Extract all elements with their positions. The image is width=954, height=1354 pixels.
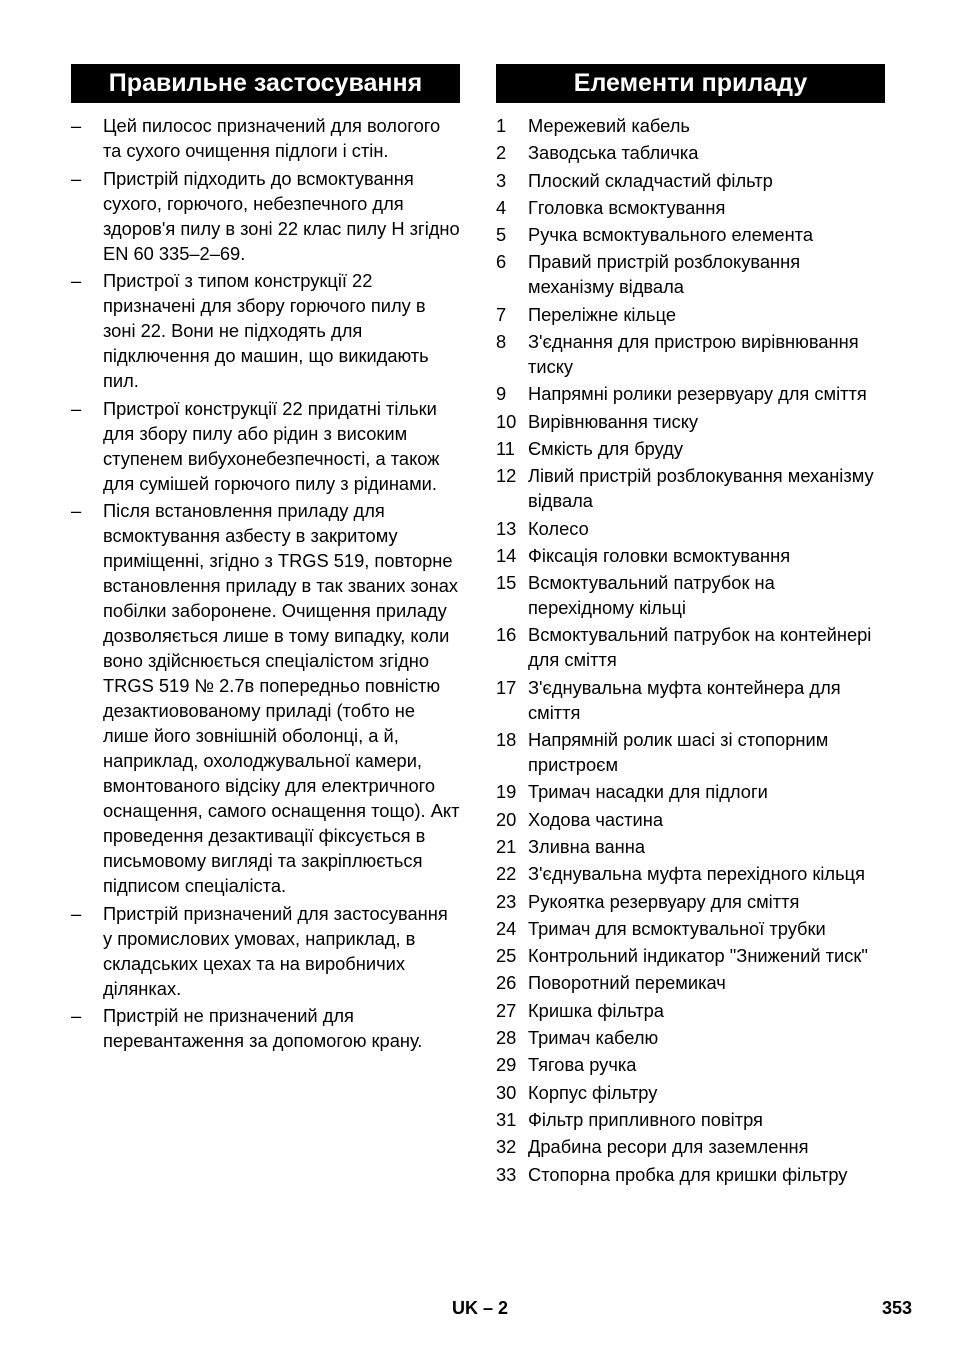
part-label: Тримач насадки для підлоги xyxy=(528,781,768,803)
part-label: Стопорна пробка для кришки фільтру xyxy=(528,1163,848,1185)
dash-bullet: – xyxy=(71,902,82,924)
part-label: Ручка всмоктувального елемента xyxy=(528,224,814,246)
list-item-text: Цей пилосос призначений для вологого та сухого очищення підлоги і стін. xyxy=(103,115,441,161)
part-label: Тягова ручка xyxy=(528,1054,637,1076)
part-number: 3 xyxy=(496,169,507,191)
part-number: 10 xyxy=(496,410,517,432)
part-number: 22 xyxy=(496,863,517,885)
list-item-text: Пристрої конструкції 22 придатні тільки для збору пилу або рідин з високим ступенем вибухонебезпечності, а також для сумішей горючого пилу з рідинами. xyxy=(103,397,440,494)
part-item xyxy=(496,861,885,886)
proper-use-heading: Правильне застосування xyxy=(71,64,460,103)
part-number: 8 xyxy=(496,331,507,353)
part-item xyxy=(496,329,885,379)
part-number: 20 xyxy=(496,808,517,830)
part-number: 2 xyxy=(496,142,507,164)
part-item xyxy=(496,889,885,914)
part-item xyxy=(496,916,885,941)
part-number: 24 xyxy=(496,917,517,939)
part-label: Гголовка всмоктування xyxy=(528,196,726,218)
part-number: 18 xyxy=(496,729,517,751)
proper-use-list xyxy=(71,113,460,1053)
part-number: 11 xyxy=(496,437,515,459)
part-label: Плоский складчастий фільтр xyxy=(528,169,773,191)
part-label: Фіксація головки всмоктування xyxy=(528,544,791,566)
part-label: З'єднання для пристрою вирівнювання тиску xyxy=(528,331,859,378)
part-label: Тримач для всмоктувальної трубки xyxy=(528,917,826,939)
part-number: 32 xyxy=(496,1136,517,1158)
list-item-text: Пристрої з типом конструкції 22 призначені для збору горючого пилу в зоні 22. Вони не підходять для підключення до машин, що викидають пил. xyxy=(103,270,429,391)
part-label: Драбина ресори для заземлення xyxy=(528,1136,809,1158)
part-item xyxy=(496,1162,885,1187)
part-item xyxy=(496,1107,885,1132)
part-item xyxy=(496,222,885,247)
part-label: Зливна ванна xyxy=(528,835,646,857)
part-label: Заводська табличка xyxy=(528,142,699,164)
part-item xyxy=(496,113,885,138)
dash-bullet: – xyxy=(71,500,82,521)
list-item xyxy=(71,113,460,163)
list-item xyxy=(71,396,460,496)
part-label: Напрямній ролик шасі зі стопорним пристроєм xyxy=(528,729,829,776)
part-item xyxy=(496,675,885,725)
part-number: 25 xyxy=(496,945,517,967)
part-number: 29 xyxy=(496,1054,517,1076)
list-item xyxy=(71,498,460,898)
part-number: 7 xyxy=(496,303,507,325)
part-label: Ходова частина xyxy=(528,808,664,830)
part-item xyxy=(496,727,885,777)
part-label: Рукоятка резервуару для сміття xyxy=(528,890,800,912)
list-item xyxy=(71,268,460,393)
part-number: 17 xyxy=(496,676,517,698)
parts-list xyxy=(496,113,885,1187)
part-number: 1 xyxy=(496,115,507,136)
part-label: Тримач кабелю xyxy=(528,1027,659,1049)
part-label: Вирівнювання тиску xyxy=(528,410,699,432)
dash-bullet: – xyxy=(71,270,82,291)
part-number: 30 xyxy=(496,1081,517,1103)
part-item xyxy=(496,381,885,406)
part-label: Поворотний перемикач xyxy=(528,972,726,994)
dash-bullet: – xyxy=(71,167,82,189)
dash-bullet: – xyxy=(71,115,82,136)
part-number: 28 xyxy=(496,1027,517,1049)
part-number: 14 xyxy=(496,544,517,566)
list-item-text: Після встановлення приладу для всмоктування азбесту в закритому приміщенні, згідно з TRGS 519, повторне встановлення приладу в так званих зонах побілки заборонене. Очищення приладу дозволяється лише в тому випадку, коли воно здійснюється спеціалістом згідно TRGS 519 № 2.7в попередньо повністю дезактиовованому приладі (тобто не лише його зовнішній оболонці, а й, наприклад, охолоджувальної камери, вмонтованого відсіку для електричного оснащення, самого оснащення тощо). Акт проведення дезактивації фіксується в письмовому вигляді та закріплюється підписом спеціаліста. xyxy=(103,500,460,896)
part-label: Всмоктувальний патрубок на контейнері для сміття xyxy=(528,624,872,671)
part-item xyxy=(496,436,885,461)
part-label: Лівий пристрій розблокування механізму відвала xyxy=(528,465,874,512)
part-item xyxy=(496,834,885,859)
part-label: Ємкість для бруду xyxy=(528,437,683,459)
part-number: 6 xyxy=(496,251,507,273)
part-label: З'єднувальна муфта перехідного кільця xyxy=(528,863,865,885)
part-item xyxy=(496,249,885,299)
footer-label: UK – 2 xyxy=(451,1298,509,1318)
part-item xyxy=(496,779,885,804)
part-item xyxy=(496,195,885,220)
part-label: Правий пристрій розблокування механізму відвала xyxy=(528,251,801,298)
list-item xyxy=(71,166,460,266)
list-item-text: Пристрій призначений для застосування у промислових умовах, наприклад, в складських цехах та на виробничих ділянках. xyxy=(103,902,448,999)
list-item-text: Пристрій не призначений для перевантаження за допомогою крану. xyxy=(103,1005,423,1051)
part-label: Колесо xyxy=(528,517,589,539)
part-number: 23 xyxy=(496,890,517,912)
part-label: Фільтр припливного повітря xyxy=(528,1108,763,1130)
proper-use-section xyxy=(71,64,460,1056)
part-item xyxy=(496,970,885,995)
part-label: Мережевий кабель xyxy=(528,115,690,136)
part-label: Напрямні ролики резервуару для сміття xyxy=(528,383,867,405)
part-number: 5 xyxy=(496,224,507,246)
part-number: 21 xyxy=(496,835,517,857)
part-number: 13 xyxy=(496,517,517,539)
list-item xyxy=(71,1003,460,1053)
part-number: 9 xyxy=(496,383,507,405)
part-number: 4 xyxy=(496,196,507,218)
part-label: Переліжне кільце xyxy=(528,303,677,325)
list-item-text: Пристрій підходить до всмоктування сухого, горючого, небезпечного для здоров'я пилу в зоні 22 клас пилу H згідно EN 60 335–2–69. xyxy=(103,167,460,264)
part-item xyxy=(496,516,885,541)
part-item xyxy=(496,943,885,968)
part-item xyxy=(496,1080,885,1105)
part-number: 31 xyxy=(496,1108,517,1130)
part-label: Контрольний індикатор "Знижений тиск" xyxy=(528,945,868,967)
part-number: 16 xyxy=(496,624,517,646)
dash-bullet: – xyxy=(71,1005,82,1026)
part-number: 33 xyxy=(496,1163,517,1185)
part-item xyxy=(496,463,885,513)
part-number: 12 xyxy=(496,465,517,487)
dash-bullet: – xyxy=(71,397,82,419)
part-label: Корпус фільтру xyxy=(528,1081,658,1103)
device-elements-heading: Елементи приладу xyxy=(496,64,885,103)
part-item xyxy=(496,302,885,327)
part-number: 15 xyxy=(496,572,517,594)
part-item xyxy=(496,998,885,1023)
part-label: Всмоктувальний патрубок на перехідному кільці xyxy=(528,572,775,619)
part-item xyxy=(496,543,885,568)
part-number: 26 xyxy=(496,972,517,994)
part-number: 19 xyxy=(496,781,517,803)
part-number: 27 xyxy=(496,999,517,1021)
part-item xyxy=(496,140,885,165)
device-elements-section xyxy=(496,64,885,1189)
part-item xyxy=(496,409,885,434)
part-item xyxy=(496,570,885,620)
part-label: З'єднувальна муфта контейнера для сміття xyxy=(528,676,841,723)
part-item xyxy=(496,622,885,672)
part-item xyxy=(496,168,885,193)
list-item xyxy=(71,901,460,1001)
part-item xyxy=(496,1052,885,1077)
page-number: 353 xyxy=(881,1298,912,1318)
part-label: Кришка фільтра xyxy=(528,999,664,1021)
part-item xyxy=(496,1134,885,1159)
part-item xyxy=(496,1025,885,1050)
part-item xyxy=(496,807,885,832)
